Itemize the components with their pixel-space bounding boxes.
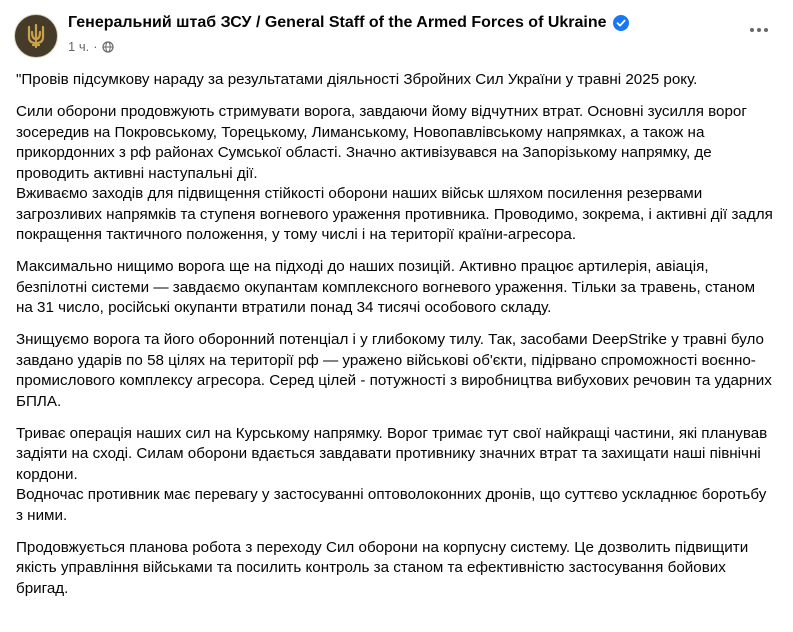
more-dot xyxy=(764,28,768,32)
globe-icon xyxy=(102,41,114,53)
meta-separator: · xyxy=(93,39,98,54)
post-paragraph: Продовжується планова робота з переходу Сил оборони на корпусну систему. Це дозволить підвищити якість управління військами та посилить контроль за станом та ефективністю застосування бойових бригад. xyxy=(16,538,749,597)
page-name-link[interactable]: Генеральний штаб ЗСУ / General Staff of the Armed Forces of Ukraine xyxy=(68,14,607,31)
post-body xyxy=(16,70,776,611)
page-avatar[interactable] xyxy=(14,14,58,58)
post-meta xyxy=(68,39,114,54)
verified-badge-icon xyxy=(613,15,629,31)
post-paragraph: Знищуємо ворога та його оборонний потенціал і у глибокому тилу. Так, засобами DeepStrike у травні було завдано ударів по 58 цілях на території рф — уражено військові об'єкти, підірвано спроможності воєнно-промислового комплексу агресора. Серед цілей - потужності з виробництва вибухових речовин та ударних БПЛА. xyxy=(16,331,772,410)
more-dot xyxy=(757,28,761,32)
trident-emblem-icon xyxy=(23,23,49,49)
author-row xyxy=(68,14,629,32)
post-paragraph: Сили оборони продовжують стримувати ворога, завдаючи йому відчутних втрат. Основні зусилля ворог зосередив на Покровському, Торецькому, Лиманському, Новопавлівському напрямках, а також на прикордонних з рф районах Сумської області. Значно активізувався на Запорізькому напрямку, де проводить активні наступальні дії. Вживаємо заходів для підвищення стійкості оборони наших військ шляхом посилення резервами загрозливих напрямків та ступеня вогневого ураження противника. Проводимо, зокрема, і активні дії задля покращення тактичного положення, у тому числі і на території країни-агресора. xyxy=(16,103,773,243)
post-paragraph: Максимально нищимо ворога ще на підході до наших позицій. Активно працює артилерія, авіація, безпілотні системи — завдаємо окупантам комплексного вогневого ураження. Тільки за травень, станом на 31 число, російські окупанти втратили понад 34 тисячі особового складу. xyxy=(16,258,756,316)
more-dot xyxy=(750,28,754,32)
post-timestamp[interactable]: 1 ч. xyxy=(68,39,90,54)
post-paragraph: "Провів підсумкову нараду за результатами діяльності Збройних Сил України у травні 2025 року. xyxy=(16,71,698,88)
post-paragraph: Триває операція наших сил на Курському напрямку. Ворог тримає тут свої найкращі частини, які планував задіяти на сході. Силам оборони вдається завдавати противнику значних втрат та захищати наші північні кордони. Водночас противник має перевагу у застосуванні оптоволоконних дронів, що суттєво ускладнює боротьбу з ними. xyxy=(16,424,768,524)
more-options-icon[interactable] xyxy=(741,18,777,42)
post-header xyxy=(14,14,779,64)
